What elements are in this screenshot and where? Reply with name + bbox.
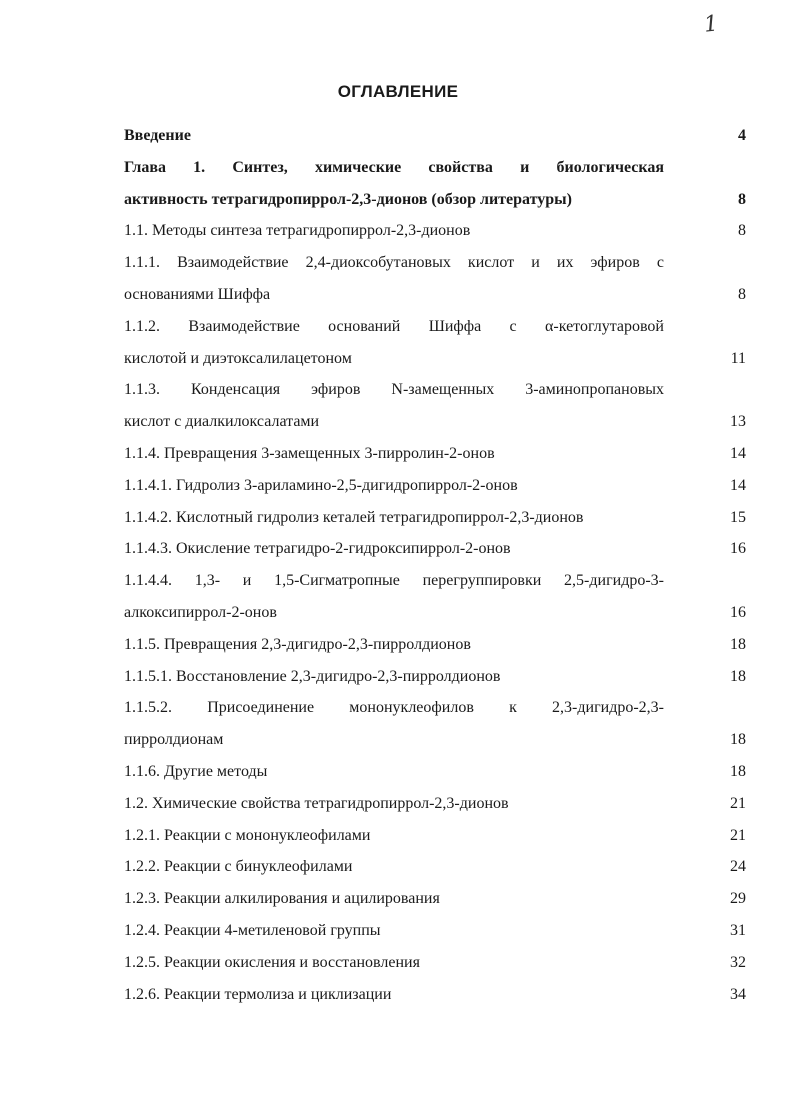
toc-entry-line: 1.2.5. Реакции окисления и восстановления — [124, 953, 420, 971]
toc-entry-page-number: 11 — [730, 349, 746, 367]
toc-entry-page-number: 18 — [730, 635, 746, 653]
toc-entry-title — [124, 947, 664, 979]
toc-entry — [124, 502, 746, 534]
toc-entry-page-number: 21 — [730, 794, 746, 812]
toc-entry-page-number: 18 — [730, 762, 746, 780]
toc-entry-line: пирролдионам — [124, 731, 224, 749]
toc-entry-page-number: 34 — [730, 985, 746, 1003]
toc-entry — [124, 629, 746, 661]
toc-entry-title — [124, 533, 664, 565]
toc-entry — [124, 120, 746, 152]
toc-entry-line: 1.1.4. Превращения 3-замещенных 3-пирролин-2-онов — [124, 444, 495, 462]
toc-entry-title — [124, 756, 664, 788]
table-of-contents — [124, 120, 746, 1010]
toc-entry-line: основаниями Шиффа — [124, 285, 271, 303]
toc-entry — [124, 247, 746, 311]
toc-entry-page-number: 16 — [730, 540, 746, 558]
toc-entry — [124, 820, 746, 852]
toc-entry — [124, 692, 746, 756]
toc-entry-page-number: 31 — [730, 921, 746, 939]
toc-entry-line: 1.1.1. Взаимодействие 2,4-диоксобутановых кислот и их эфиров с — [124, 254, 664, 272]
toc-entry-page-number: 4 — [738, 127, 746, 144]
toc-entry — [124, 883, 746, 915]
toc-entry-line: 1.1.4.4. 1,3- и 1,5-Сигматропные перегруппировки 2,5-дигидро-3- — [124, 572, 664, 590]
toc-entry-line: 1.1.4.3. Окисление тетрагидро-2-гидроксипиррол-2-онов — [124, 540, 511, 558]
toc-entry-title — [124, 565, 664, 629]
toc-entry-title — [124, 661, 664, 693]
toc-entry-page-number: 8 — [738, 190, 746, 208]
toc-entry-title — [124, 915, 664, 947]
toc-entry-title — [124, 979, 664, 1011]
toc-entry-page-number: 18 — [730, 731, 746, 749]
toc-entry-line: 1.1.4.1. Гидролиз 3-ариламино-2,5-дигидропиррол-2-онов — [124, 476, 518, 494]
toc-entry — [124, 311, 746, 375]
toc-entry-title — [124, 629, 664, 661]
toc-entry-line: 1.2.3. Реакции алкилирования и ацилирования — [124, 890, 440, 908]
toc-entry-line: алкоксипиррол-2-онов — [124, 603, 277, 621]
toc-entry-line: 1.1.4.2. Кислотный гидролиз кеталей тетрагидропиррол-2,3-дионов — [124, 508, 584, 526]
toc-entry-line: Глава 1. Синтез, химические свойства и биологическая — [124, 158, 664, 176]
toc-entry-line: кислотой и диэтоксалилацетоном — [124, 349, 352, 367]
toc-entry — [124, 565, 746, 629]
toc-entry — [124, 756, 746, 788]
toc-entry-page-number: 16 — [730, 603, 746, 621]
toc-entry — [124, 438, 746, 470]
toc-entry-title — [124, 788, 664, 820]
toc-entry-title — [124, 470, 664, 502]
toc-entry-line: активность тетрагидропиррол-2,3-дионов (обзор литературы) — [124, 190, 572, 208]
toc-entry-line: 1.1.6. Другие методы — [124, 762, 268, 780]
toc-entry-page-number: 14 — [730, 444, 746, 462]
toc-entry-page-number: 29 — [730, 890, 746, 908]
toc-entry-title — [124, 374, 664, 438]
toc-entry-title — [124, 152, 664, 216]
toc-entry-page-number: 32 — [730, 953, 746, 971]
toc-entry-title — [124, 311, 664, 375]
toc-entry-line: 1.2. Химические свойства тетрагидропиррол-2,3-дионов — [124, 794, 509, 812]
page-title: ОГЛАВЛЕНИЕ — [337, 82, 459, 101]
toc-entry-title — [124, 851, 664, 883]
toc-entry — [124, 533, 746, 565]
toc-entry-title — [124, 438, 664, 470]
toc-entry-line: 1.2.4. Реакции 4-метиленовой группы — [124, 921, 381, 939]
toc-entry-page-number: 14 — [730, 476, 746, 494]
toc-entry-line: 1.1.3. Конденсация эфиров N-замещенных 3-аминопропановых — [124, 381, 664, 399]
toc-entry — [124, 851, 746, 883]
toc-entry-line: 1.2.2. Реакции с бинуклеофилами — [124, 858, 353, 876]
handwritten-page-mark: 1 — [702, 11, 720, 38]
toc-entry — [124, 152, 746, 216]
toc-entry-page-number: 21 — [730, 826, 746, 844]
toc-entry-title — [124, 120, 664, 152]
toc-entry — [124, 470, 746, 502]
toc-entry-title — [124, 692, 664, 756]
toc-entry-line: 1.2.1. Реакции с мононуклеофилами — [124, 826, 371, 844]
toc-entry-title — [124, 883, 664, 915]
toc-entry-line: 1.1.5.2. Присоединение мононуклеофилов к 2,3-дигидро-2,3- — [124, 699, 664, 717]
toc-entry-line: 1.1.2. Взаимодействие оснований Шиффа с α-кетоглутаровой — [124, 317, 664, 335]
toc-entry-title — [124, 820, 664, 852]
toc-entry — [124, 374, 746, 438]
toc-entry — [124, 947, 746, 979]
toc-entry-line: 1.1.5.1. Восстановление 2,3-дигидро-2,3-пирролдионов — [124, 667, 501, 685]
toc-entry — [124, 915, 746, 947]
toc-entry-line: кислот с диалкилоксалатами — [124, 413, 320, 431]
toc-entry — [124, 788, 746, 820]
toc-entry-title — [124, 247, 664, 311]
toc-entry-line: 1.2.6. Реакции термолиза и циклизации — [124, 985, 392, 1003]
toc-entry-page-number: 24 — [730, 858, 746, 876]
toc-entry-line: 1.1. Методы синтеза тетрагидропиррол-2,3-дионов — [124, 222, 471, 240]
toc-entry-page-number: 8 — [738, 222, 746, 240]
toc-entry — [124, 215, 746, 247]
toc-entry-page-number: 18 — [730, 667, 746, 685]
toc-entry-title — [124, 502, 664, 534]
toc-entry-line: Введение — [124, 127, 191, 144]
toc-entry-line: 1.1.5. Превращения 2,3-дигидро-2,3-пирролдионов — [124, 635, 471, 653]
toc-entry — [124, 979, 746, 1011]
toc-entry-page-number: 15 — [730, 508, 746, 526]
toc-entry-title — [124, 215, 664, 247]
toc-entry-page-number: 8 — [738, 285, 746, 303]
toc-entry-page-number: 13 — [730, 413, 746, 431]
toc-entry — [124, 661, 746, 693]
